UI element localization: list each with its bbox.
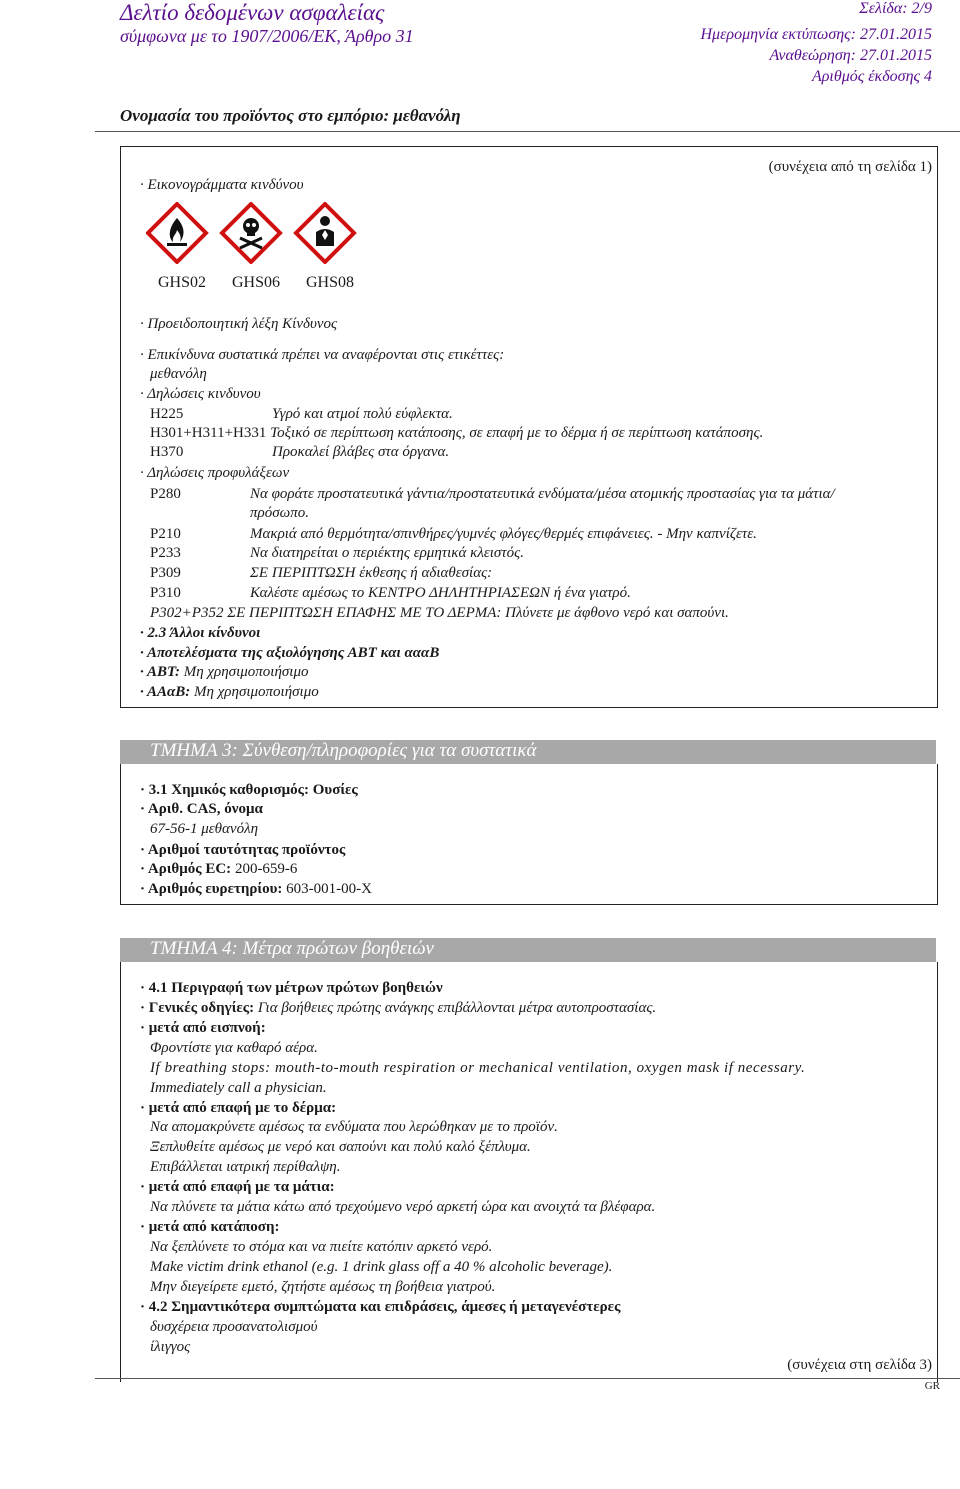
hazard-statement-row (150, 405, 453, 423)
signal-word-row (140, 315, 337, 333)
eye-label: · μετά από επαφή με τα μάτια: (140, 1179, 335, 1195)
statement-text: Προκαλεί βλάβες στα όργανα. (272, 444, 450, 460)
inhalation-label: · μετά από εισπνοή: (140, 1020, 266, 1036)
ingestion-text: Να ξεπλύνετε το στόμα και να πιείτε κατόπιν αρκετό νερό. (150, 1239, 493, 1255)
inhalation-text: If breathing stops: mouth-to-mouth respiration or mechanical ventilation, oxygen mask if necessary. (150, 1060, 806, 1076)
statement-text: Μακριά από θερμότητα/σπινθήρες/γυμνές φλόγες/θερμές επιφάνειες. - Μην καπνίζετε. (250, 526, 757, 542)
statement-code: P210 (150, 526, 181, 542)
ec-number-key: · Αριθμός EC: (140, 861, 232, 877)
section3-title: ΤΜΗΜΑ 3: Σύνθεση/πληροφορίες για τα συστατικά (150, 740, 537, 761)
statement-code: H370 (150, 444, 184, 460)
skin-text: Επιβάλλεται ιατρική περίθαλψη. (150, 1159, 341, 1175)
statement-text: Να φοράτε προστατευτικά γάντια/προστατευτικά ενδύματα/μέσα ατομικής προστασίας για τα μάτια/ (250, 486, 835, 502)
continued-to: (συνέχεια στη σελίδα 3) (787, 1357, 932, 1373)
index-number-key: · Αριθμός ευρετηρίου: (140, 881, 283, 897)
ec-number-row (140, 860, 297, 878)
ghs-pictograms (146, 202, 378, 269)
section4-header (120, 938, 936, 962)
ingestion-text: Make victim drink ethanol (e.g. 1 drink glass off a 40 % alcoholic beverage). (150, 1259, 613, 1275)
s3-line-2: · Αριθ. CAS, όνομα (140, 801, 263, 817)
precautionary-label: · Δηλώσεις προφυλάξεων (140, 465, 290, 481)
signal-word-label: · Προειδοποιητική λέξη (140, 316, 279, 332)
pictogram-label-3: GHS08 (306, 274, 355, 291)
statement-text: ΣΕ ΠΕΡΙΠΤΩΣΗ έκθεσης ή αδιαθεσίας: (250, 565, 493, 581)
general-advice-value: Για βοήθειες πρώτης ανάγκης επιβάλλονται μέτρα αυτοπροστασίας. (257, 1000, 657, 1016)
statement-code: P280 (150, 486, 181, 502)
product-name: Ονομασία του προϊόντος στο εμπόριο: μεθανόλη (120, 106, 461, 125)
pictogram-label-2: GHS06 (232, 274, 281, 291)
precaution-row (150, 584, 631, 602)
inhalation-text: Φροντίστε για καθαρό αέρα. (150, 1040, 318, 1056)
general-advice-row (140, 999, 656, 1017)
precaution-row-cont: πρόσωπο. (250, 505, 309, 521)
s3-line-3: 67-56-1 μεθανόλη (150, 821, 259, 837)
ingestion-label: · μετά από κατάποση: (140, 1219, 280, 1235)
skin-text: Να απομακρύνετε αμέσως τα ενδύματα που λερώθηκαν με το προϊόν. (150, 1119, 558, 1135)
vpvb-row (140, 683, 319, 701)
pbt-key: · ΑΒΤ: (140, 664, 180, 680)
pbt-row (140, 663, 309, 681)
statement-code: H301+H311+H331 (150, 425, 267, 441)
statement-code: H225 (150, 406, 184, 422)
header-divider (95, 131, 960, 132)
general-advice-key: · Γενικές οδηγίες: (140, 1000, 255, 1016)
precaution-combined: P302+P352 ΣΕ ΠΕΡΙΠΤΩΣΗ ΕΠΑΦΗΣ ΜΕ ΤΟ ΔΕΡΜΑ: Πλύνετε με άφθονο νερό και σαπούνι. (150, 605, 729, 621)
print-date: Ημερομηνία εκτύπωσης: 27.01.2015 (700, 26, 932, 43)
s3-line-4: · Αριθμοί ταυτότητας προϊόντος (140, 842, 346, 858)
section3-header (120, 740, 936, 764)
hazard-statements-label: · Δηλώσεις κινδυνου (140, 386, 261, 402)
hazard-statement-row (150, 424, 763, 442)
health-hazard-icon (296, 204, 354, 262)
pbt-value: Μη χρησιμοποιήσιμο (183, 664, 309, 680)
ec-number-value: 200-659-6 (234, 861, 298, 877)
skin-text: Ξεπλυθείτε αμέσως με νερό και σαπούνι και πολύ καλό ξέπλυμα. (150, 1139, 531, 1155)
statement-text: Υγρό και ατμοί πολύ εύφλεκτα. (272, 406, 453, 422)
other-hazards-label: · 2.3 Άλλοι κίνδυνοι (140, 625, 261, 641)
symptoms-label: · 4.2 Σημαντικότερα συμπτώματα και επιδράσεις, άμεσες ή μεταγενέστερες (140, 1299, 621, 1315)
symptoms-text: δυσχέρεια προσανατολισμού (150, 1319, 318, 1335)
statement-code: P310 (150, 585, 181, 601)
pbt-assessment-label: · Αποτελέσματα της αξιολόγησης ΑΒΤ και αααΒ (140, 645, 440, 661)
index-number-row (140, 880, 372, 898)
page-number: Σελίδα: 2/9 (859, 0, 932, 17)
hazard-components-label: · Επικίνδυνα συστατικά πρέπει να αναφέρονται στις ετικέττες: (140, 347, 505, 363)
hazard-statement-row (150, 443, 449, 461)
precaution-row (150, 544, 524, 562)
statement-text: Καλέστε αμέσως το ΚΕΝΤΡΟ ΔΗΛΗΤΗΡΙΑΣΕΩΝ ή ένα γιατρό. (250, 585, 631, 601)
ingestion-text: Μην διεγείρετε εμετό, ζητήστε αμέσως τη βοήθεια γιατρού. (150, 1279, 496, 1295)
skin-label: · μετά από επαφή με το δέρμα: (140, 1100, 337, 1116)
precaution-row (150, 525, 757, 543)
statement-code: P233 (150, 545, 181, 561)
precaution-row (150, 485, 835, 503)
regulation-subtitle: σύμφωνα με το 1907/2006/ΕΚ, Άρθρο 31 (120, 26, 414, 46)
vpvb-value: Μη χρησιμοποιήσιμο (194, 684, 319, 700)
vpvb-key: · ΑΑαΒ: (140, 684, 191, 700)
country-code: GR (924, 1380, 940, 1392)
continued-from: (συνέχεια από τη σελίδα 1) (768, 159, 932, 175)
footer-divider (95, 1378, 960, 1379)
precaution-row (150, 564, 492, 582)
s3-line-1: · 3.1 Χημικός καθορισμός: Ουσίες (140, 782, 358, 798)
statement-text: Τοξικό σε περίπτωση κατάποσης, σε επαφή με το δέρμα ή σε περίπτωση κατάποσης. (270, 425, 764, 441)
section4-title: ΤΜΗΜΑ 4: Μέτρα πρώτων βοηθειών (150, 938, 434, 959)
version-number: Αριθμός έκδοσης 4 (811, 68, 932, 85)
pictograms-label: · Εικονογράμματα κινδύνου (140, 177, 304, 193)
symptoms-text: ίλιγγος (150, 1339, 191, 1355)
flame-icon (148, 204, 206, 262)
hazard-components-value: μεθανόλη (150, 366, 207, 382)
signal-word-value: Κίνδυνος (282, 316, 338, 332)
pictogram-label-1: GHS02 (158, 274, 207, 291)
document-title: Δελτίο δεδομένων ασφαλείας (120, 0, 385, 25)
statement-text: Να διατηρείται ο περιέκτης ερμητικά κλειστός. (250, 545, 525, 561)
eye-text: Να πλύνετε τα μάτια κάτω από τρεχούμενο νερό αρκετή ώρα και ανοιχτά τα βλέφαρα. (150, 1199, 656, 1215)
revision-date: Αναθεώρηση: 27.01.2015 (769, 47, 932, 64)
index-number-value: 603-001-00-X (286, 881, 372, 897)
skull-crossbones-icon (222, 204, 280, 262)
inhalation-text: Immediately call a physician. (150, 1080, 327, 1096)
statement-code: P309 (150, 565, 181, 581)
s4-line-1: · 4.1 Περιγραφή των μέτρων πρώτων βοηθειών (140, 980, 443, 996)
